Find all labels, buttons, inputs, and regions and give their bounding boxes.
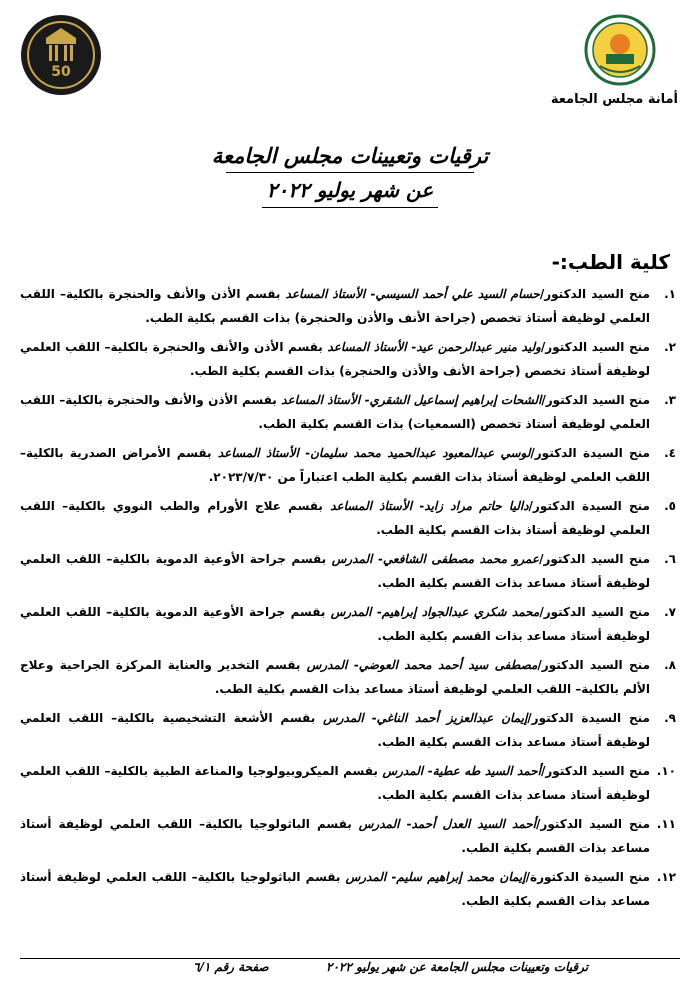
footer-rule (20, 958, 680, 959)
item-prefix: منح السيد الدكتور/ (539, 287, 650, 301)
item-number: ٣. (664, 393, 676, 407)
item-name: أحمد السيد العدل أحمد (411, 817, 537, 831)
item-separator: - (406, 340, 417, 354)
item-name: لوسي عبدالمعبود عبدالحميد محمد سليمان (310, 446, 531, 460)
item-name: حسام السيد علي أحمد السيسي (375, 287, 540, 301)
item-rank: المدرس (382, 764, 424, 778)
item-number: ٨. (664, 658, 676, 672)
item-prefix: منح السيد الدكتور/ (540, 340, 650, 354)
item-name: محمد شكري عبدالجواد إبراهيم (381, 605, 540, 619)
item-separator: - (399, 817, 412, 831)
item-prefix: منح السيد الدكتور/ (539, 605, 650, 619)
list-item (20, 759, 676, 812)
item-prefix: منح السيد الدكتور/ (541, 764, 650, 778)
item-number: ٥. (664, 499, 676, 513)
document-title: ترقيات وتعيينات مجلس الجامعة (211, 143, 489, 168)
item-rank: المدرس (331, 552, 373, 566)
item-rank: الأستاذ المساعد (281, 393, 361, 407)
item-separator: - (371, 605, 382, 619)
item-body: بقسم الأذن والأنف والحنجرة بالكلية– اللقب العلمي لوظيفة أستاذ تخصص (جراحة الأنف والأذن والحنجرة) بذات القسم بكلية الطب. (20, 287, 650, 325)
item-body: بقسم الباثولوجيا بالكلية– اللقب العلمي لوظيفة أستاذ مساعد بذات القسم بكلية الطب. (20, 870, 650, 908)
list-item (20, 282, 676, 335)
item-number: ١١. (656, 817, 676, 831)
list-item (20, 441, 676, 494)
item-separator: - (360, 393, 370, 407)
item-number: ١. (664, 287, 676, 301)
item-prefix: منح السيدة الدكتور/ (527, 711, 650, 725)
item-rank: المدرس (330, 605, 372, 619)
document-subtitle: عن شهر يوليو ٢٠٢٢ (266, 178, 434, 202)
item-prefix: منح السيد الدكتور/ (536, 817, 651, 831)
item-name: وليد منير عبدالرحمن عيد (416, 340, 541, 354)
item-body: بقسم الأشعة التشخيصية بالكلية– اللقب العلمي لوظيفة أستاذ مساعد بذات القسم بكلية الطب. (20, 711, 650, 749)
item-number: ٧. (664, 605, 676, 619)
secretariat-label: أمانة مجلس الجامعة (550, 92, 678, 107)
item-rank: الأستاذ المساعد (217, 446, 299, 460)
list-item (20, 547, 676, 600)
title-underline (226, 172, 474, 173)
item-separator: - (412, 499, 425, 513)
item-body: بقسم جراحة الأوعية الدموية بالكلية– اللقب العلمي لوظيفة أستاذ مساعد بذات القسم بكلية الطب. (20, 552, 650, 590)
list-item (20, 706, 676, 759)
section-title: كلية الطب:- (551, 250, 670, 274)
item-separator: - (372, 552, 383, 566)
item-number: ١٢. (656, 870, 676, 884)
item-separator: - (386, 870, 397, 884)
item-separator: - (347, 658, 359, 672)
item-name: أحمد السيد طه عطية (432, 764, 541, 778)
item-number: ٩. (664, 711, 676, 725)
promotions-list (20, 282, 676, 918)
item-number: ٢. (664, 340, 676, 354)
item-prefix: منح السيد الدكتور/ (539, 552, 651, 566)
item-rank: المدرس (358, 817, 400, 831)
item-name: داليا حاتم مراد زايد (424, 499, 529, 513)
item-prefix: منح السيدة الدكتور/ (530, 446, 650, 460)
item-separator: - (423, 764, 433, 778)
item-body: بقسم الأمراض الصدرية بالكلية– اللقب العلمي لوظيفة أستاذ بذات القسم بكلية الطب اعتباراً من ٢٠٢٣/٧/٣٠. (20, 446, 650, 484)
item-body: بقسم الميكروبيولوجيا والمناعة الطبية بالكلية– اللقب العلمي لوظيفة أستاذ مساعد بذات القسم بكلية الطب. (20, 764, 650, 802)
item-prefix: منح السيد الدكتور/ (537, 658, 650, 672)
item-separator: - (363, 711, 377, 725)
item-number: ١٠. (656, 764, 676, 778)
item-name: إيمان محمد إبراهيم سليم (396, 870, 526, 884)
item-number: ٤. (664, 446, 676, 460)
item-body: بقسم التخدير والعناية المركزة الجراحية وعلاج الألم بالكلية– اللقب العلمي لوظيفة أستاذ مساعد بذات القسم بكلية الطب. (20, 658, 650, 696)
page-number: صفحة رقم ٦/١ (193, 960, 269, 974)
item-rank: الأستاذ المساعد (327, 340, 407, 354)
item-prefix: منح السيد الدكتور/ (541, 393, 650, 407)
list-item (20, 388, 676, 441)
item-number: ٦. (664, 552, 676, 566)
item-separator: - (298, 446, 311, 460)
item-name: مصطفى سيد أحمد محمد العوضي (358, 658, 538, 672)
subtitle-underline (262, 207, 438, 208)
svg-text:50: 50 (51, 64, 71, 80)
item-prefix: منح السيدة الدكتور/ (528, 499, 650, 513)
item-rank: الأستاذ المساعد (330, 499, 413, 513)
item-name: عمرو محمد مصطفى الشافعي (382, 552, 540, 566)
list-item (20, 653, 676, 706)
item-rank: الأستاذ المساعد (285, 287, 366, 301)
list-item (20, 494, 676, 547)
item-body: بقسم جراحة الأوعية الدموية بالكلية– اللقب العلمي لوظيفة أستاذ مساعد بذات القسم بكلية الطب. (20, 605, 650, 643)
list-item (20, 600, 676, 653)
item-rank: المدرس (323, 711, 364, 725)
list-item (20, 865, 676, 918)
item-rank: المدرس (306, 658, 348, 672)
list-item (20, 812, 676, 865)
mansoura-university-logo (582, 12, 658, 88)
item-body: بقسم الأذن والأنف والحنجرة بالكلية– اللقب العلمي لوظيفة أستاذ تخصص (جراحة الأنف والأذن والحنجرة) بذات القسم بكلية الطب. (20, 340, 650, 378)
item-name: الشحات إبراهيم إسماعيل الشقري (369, 393, 542, 407)
item-body: بقسم الباثولوجيا بالكلية– اللقب العلمي لوظيفة أستاذ مساعد بذات القسم بكلية الطب. (20, 817, 650, 855)
list-item (20, 335, 676, 388)
item-body: بقسم الأذن والأنف والحنجرة بالكلية– اللقب العلمي لوظيفة أستاذ تخصص (السمعيات) بذات القسم بكلية الطب. (20, 393, 650, 431)
item-prefix: منح السيدة الدكتورة/ (525, 870, 650, 884)
item-body: بقسم علاج الأورام والطب النووي بالكلية– اللقب العلمي لوظيفة أستاذ بذات القسم بكلية الطب. (20, 499, 650, 537)
item-rank: المدرس (345, 870, 387, 884)
footer-text: ترقيات وتعيينات مجلس الجامعة عن شهر يوليو ٢٠٢٢ (326, 960, 589, 974)
item-separator: - (365, 287, 376, 301)
golden-jubilee-logo (20, 14, 102, 96)
item-name: إيمان عبدالعزيز أحمد الناغي (376, 711, 528, 725)
